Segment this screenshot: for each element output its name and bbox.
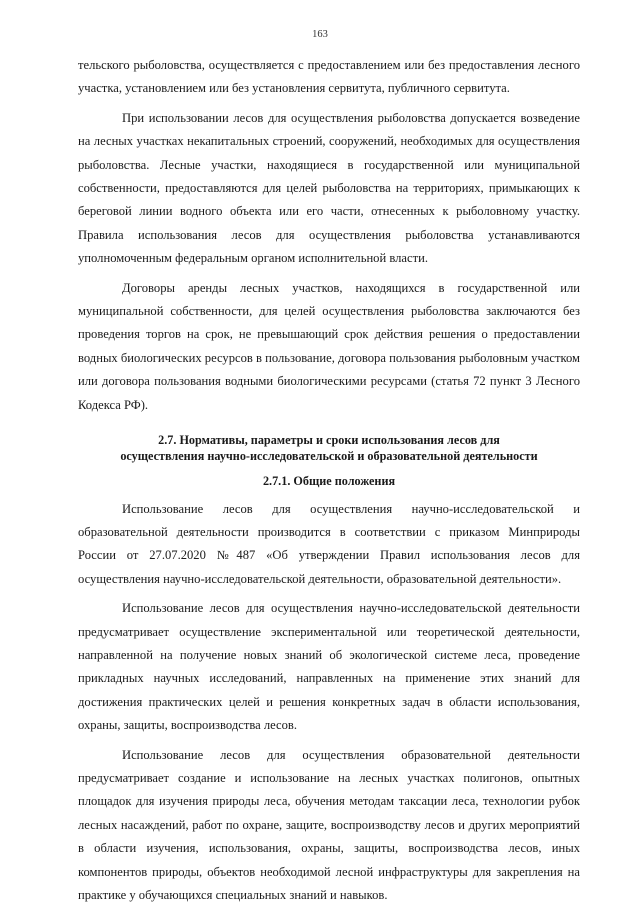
subsection-heading: 2.7.1. Общие положения [262, 474, 396, 489]
section-heading-line1: 2.7. Нормативы, параметры и сроки использования лесов для [158, 433, 500, 448]
paragraph-lease-agreements: Договоры аренды лесных участков, находящихся в государственной или муниципальной собственности, для целей осуществления рыболовства заключаются без проведения торгов на срок, не превышающий срок действия решения о предоставлении водных биологических ресурсов в пользование, договора пользования рыболовным участком или договора пользования водными биологическими ресурсами (статья 72 пункт 3 Лесного Кодекса РФ). [78, 280, 580, 412]
paragraph-educational-activity: Использование лесов для осуществления образовательной деятельности предусматривает создание и использование на лесных участках полигонов, опытных площадок для изучения природы леса, обучения методам таксации леса, технологии рубок лесных насаждений, работ по охране, защите, воспроизводству лесов и других мероприятий в области изучения, использования, охраны, защиты, воспроизводства лесов, иных компонентов природы, объектов необходимой лесной инфраструктуры для закрепления на практике у обучающихся специальных знаний и навыков. [78, 747, 580, 903]
section-heading-line2: осуществления научно-исследовательской и образовательной деятельности [120, 448, 538, 463]
paragraph-continuation: тельского рыболовства, осуществляется с предоставлением или без предоставления лесного участка, установлением или без установления сервитута, публичного сервитута. [78, 58, 580, 96]
section-heading [78, 433, 580, 464]
paragraph-order-reference: Использование лесов для осуществления научно-исследовательской и образовательной деятельности производится в соответствии с приказом Минприроды России от 27.07.2020 №487 «Об утверждении Правил использования лесов для осуществления научно-исследовательской деятельности, образовательной деятельности». [78, 501, 580, 586]
paragraph-research-activity: Использование лесов для осуществления научно-исследовательской деятельности предусматривает осуществление экспериментальной или теоретической деятельности, направленной на получение новых знаний об экологической системе леса, проведение прикладных научных исследований, направленных на применение этих знаний для достижения практических целей и решения конкретных задач в области использования, охраны, защиты, воспроизводства лесов. [78, 601, 580, 733]
paragraph-fishing-structures: При использовании лесов для осуществления рыболовства допускается возведение на лесных участках некапитальных строений, сооружений, необходимых для осуществления рыболовства. Лесные участки, находящиеся в государственной или муниципальной собственности, предоставляются для целей рыболовства на территориях, примыкающих к береговой линии водного объекта или его части, отнесенных к рыболовному участку. Правила использования лесов для осуществления рыболовства устанавливаются уполномоченным федеральным органом исполнительной власти. [78, 110, 580, 266]
page-content [78, 54, 580, 908]
page-number: 163 [312, 29, 328, 40]
